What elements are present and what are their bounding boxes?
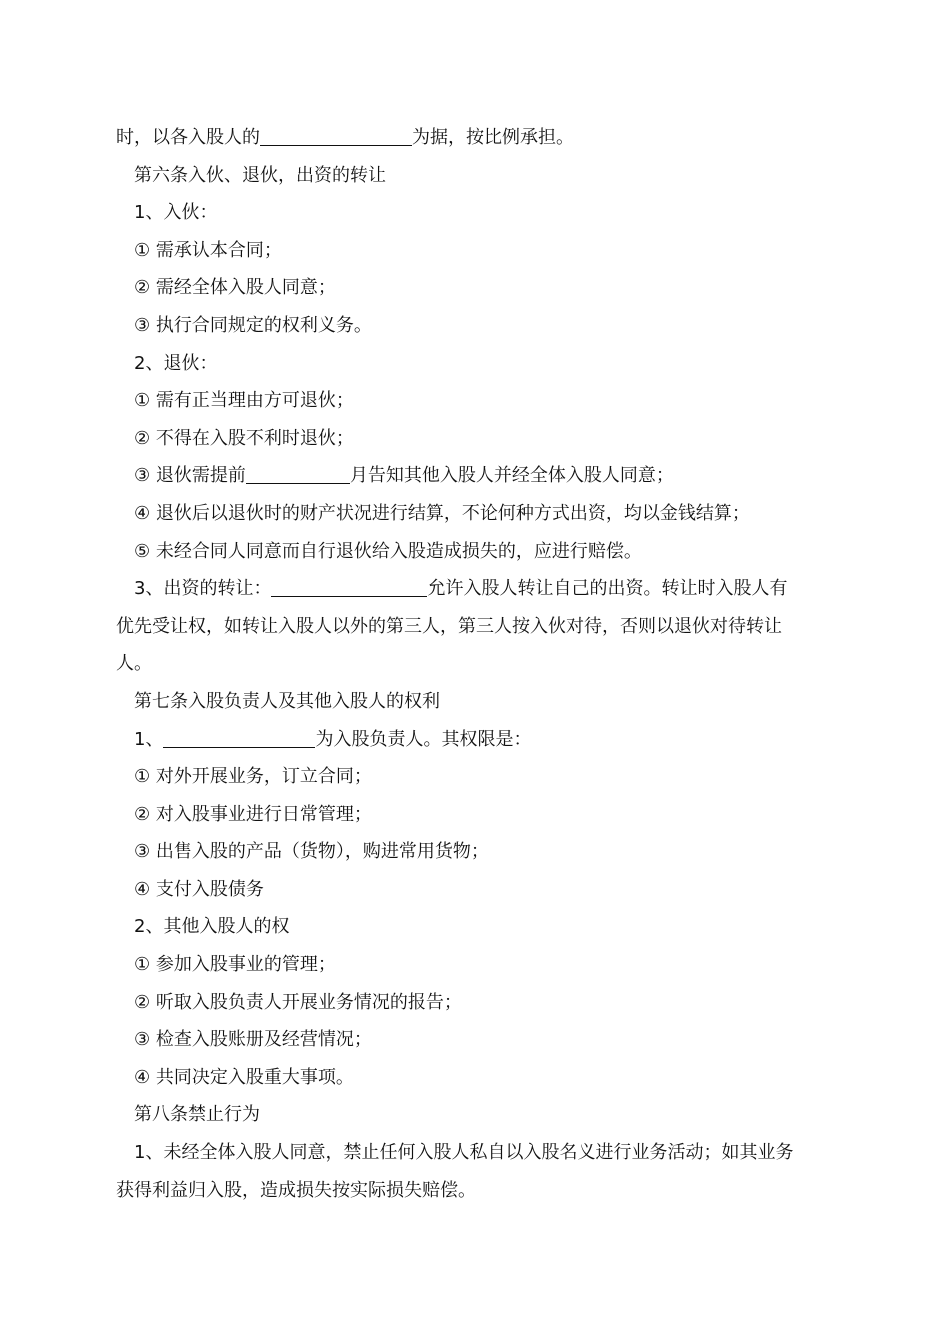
article-heading: 第七条入股负责人及其他入股人的权利	[134, 690, 440, 712]
line-text: ③ 退伙需提前	[134, 465, 246, 487]
clause-heading: 2、其他入股人的权	[134, 916, 290, 938]
line-text: 时，以各入股人的	[116, 127, 260, 148]
blank-field	[271, 576, 427, 597]
list-item: ⑤ 未经合同人同意而自行退伙给入股造成损失的，应进行赔偿。	[134, 540, 642, 562]
clause-paragraph: 1、未经全体入股人同意，禁止任何入股人私自以入股名义进行业务活动；如其业务	[134, 1142, 794, 1164]
list-item: ② 对入股事业进行日常管理；	[134, 803, 372, 825]
list-item: ④ 支付入股债务	[134, 878, 264, 900]
paragraph-line: 获得利益归入股，造成损失按实际损失赔偿。	[116, 1179, 476, 1201]
line-text: 月告知其他入股人并经全体入股人同意；	[349, 465, 674, 487]
list-item: ② 需经全体入股人同意；	[134, 277, 336, 299]
list-item: ① 参加入股事业的管理；	[134, 954, 336, 976]
list-item: ② 不得在入股不利时退伙；	[134, 427, 354, 449]
article-heading: 第六条入伙、退伙，出资的转让	[134, 164, 386, 186]
list-item: ① 对外开展业务，订立合同；	[134, 766, 372, 788]
list-item: ① 需承认本合同；	[134, 239, 282, 261]
clause-paragraph	[116, 721, 838, 759]
list-item: ② 听取入股负责人开展业务情况的报告；	[134, 991, 462, 1013]
list-item: ④ 退伙后以退伙时的财产状况进行结算，不论何种方式出资，均以金钱结算；	[134, 502, 750, 524]
clause-heading: 1、入伙：	[134, 202, 218, 224]
line-text: 为入股负责人。其权限是：	[315, 728, 532, 750]
line-text: 允许入股人转让自己的出资。转让时入股人有	[427, 578, 788, 600]
list-item: ③ 检查入股账册及经营情况；	[134, 1029, 372, 1051]
list-item: ① 需有正当理由方可退伙；	[134, 390, 354, 412]
blank-field	[246, 463, 350, 484]
article-heading: 第八条禁止行为	[134, 1104, 260, 1126]
clause-paragraph	[116, 570, 838, 608]
paragraph-line: 人。	[116, 653, 152, 675]
paragraph-line: 优先受让权，如转让入股人以外的第三人，第三人按入伙对待，否则以退伙对待转让	[116, 615, 782, 637]
line-text: 1、	[134, 728, 164, 750]
line-text: 3、出资的转让：	[134, 578, 272, 600]
document-body	[116, 119, 838, 1209]
clause-heading: 2、退伙：	[134, 352, 218, 374]
list-item: ③ 执行合同规定的权利义务。	[134, 314, 372, 336]
list-item: ③ 出售入股的产品（货物），购进常用货物；	[134, 841, 489, 863]
blank-field	[260, 125, 412, 146]
list-item: ④ 共同决定入股重大事项。	[134, 1066, 354, 1088]
list-item	[116, 457, 838, 495]
line-text: 为据，按比例承担。	[412, 127, 574, 148]
paragraph-line	[116, 119, 838, 157]
blank-field	[163, 727, 315, 748]
